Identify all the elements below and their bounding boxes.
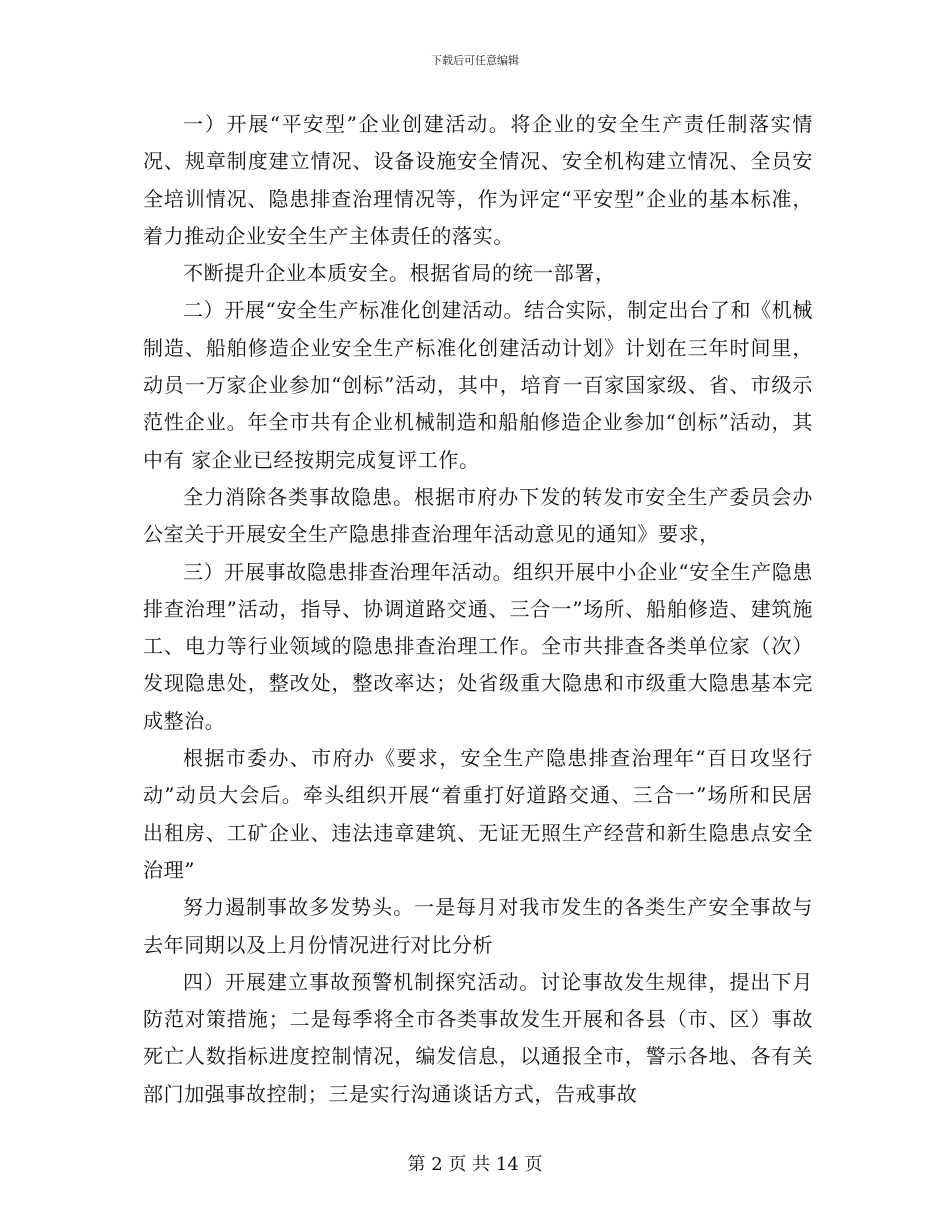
document-body xyxy=(143,106,813,1113)
paragraph-8: 四）开展建立事故预警机制探究活动。讨论事故发生规律，提出下月防范对策措施；二是每季将全市各类事故发生开展和各县（市、区）事故死亡人数指标进度控制情况，编发信息，以通报全市，警示各地、各有关部门加强事故控制；三是实行沟通谈话方式，告戒事故 xyxy=(143,969,813,1106)
paragraph-4: 全力消除各类事故隐患。根据市府办下发的转发市安全生产委员会办公室关于开展安全生产隐患排查治理年活动意见的通知》要求， xyxy=(143,484,813,547)
paragraph-3: 二）开展“安全生产标准化创建活动。结合实际，制定出台了和《机械制造、船舶修造企业安全生产标准化创建活动计划》计划在三年时间里，动员一万家企业参加“创标”活动，其中，培育一百家国家级、省、市级示范性企业。年全市共有企业机械制造和船舶修造企业参加“创标”活动，其中有 家企业已经按期完成复评工作。 xyxy=(143,298,813,472)
footer-prefix: 第 xyxy=(407,1154,426,1175)
paragraph-6: 根据市委办、市府办《要求，安全生产隐患排查治理年“百日攻坚行动”动员大会后。牵头组织开展“着重打好道路交通、三合一”场所和民居出租房、工矿企业、违法违章建筑、无证无照生产经营和新生隐患点安全治理” xyxy=(143,746,813,882)
footer-total-pages: 14 xyxy=(495,1154,519,1175)
paragraph-2: 不断提升企业本质安全。根据省局的统一部署， xyxy=(183,261,616,286)
footer-page-number: 2 xyxy=(431,1154,443,1175)
footer-suffix: 页 xyxy=(524,1154,543,1175)
paragraph-5: 三）开展事故隐患排查治理年活动。组织开展中小企业“安全生产隐患排查治理”活动，指导、协调道路交通、三合一”场所、船舶修造、建筑施工、电力等行业领域的隐患排查治理工作。全市共排查各类单位家（次）发现隐患处，整改处，整改率达；处省级重大隐患和市级重大隐患基本完成整治。 xyxy=(143,559,813,733)
paragraph-1: 一）开展“平安型”企业创建活动。将企业的安全生产责任制落实情况、规章制度建立情况、设备设施安全情况、安全机构建立情况、全员安全培训情况、隐患排查治理情况等，作为评定“平安型”企业的基本标准，着力推动企业安全生产主体责任的落实。 xyxy=(143,112,813,248)
paragraph-7: 努力遏制事故多发势头。一是每月对我市发生的各类生产安全事故与去年同期以及上月份情况进行对比分析 xyxy=(143,895,813,957)
page-header-note: 下载后可任意编辑 xyxy=(431,54,519,67)
footer-middle: 页 共 xyxy=(448,1154,491,1175)
page-footer xyxy=(0,1153,950,1177)
